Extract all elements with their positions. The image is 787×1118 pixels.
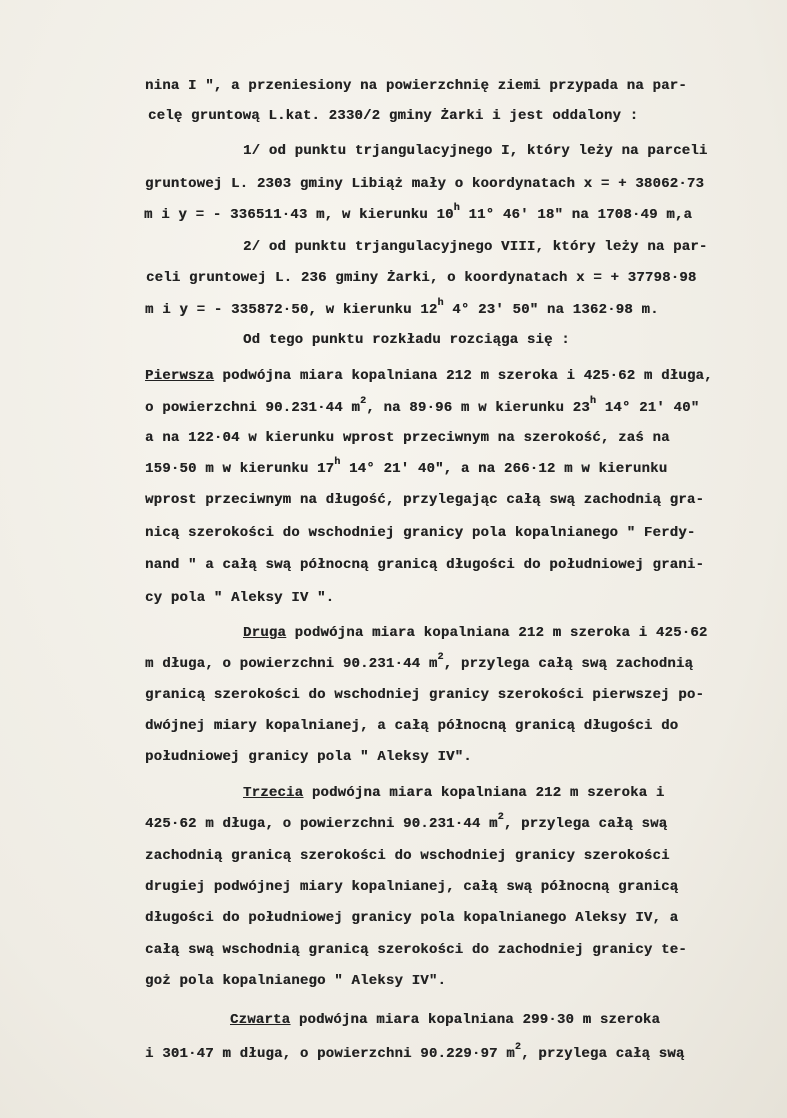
- line-text: drugiej podwójnej miary kopalnianej, całą swą północną granicą: [145, 879, 679, 895]
- text-line: [145, 492, 704, 508]
- text-line: [145, 973, 446, 989]
- text-line: [145, 687, 704, 703]
- text-line: [145, 176, 704, 192]
- text-line: [145, 879, 678, 895]
- line-text: nina I ", a przeniesiony na powierzchnię ziemi przypada na par-: [145, 78, 687, 94]
- line-text: gruntowej L. 2303 gminy Libiąż mały o koordynatach x = + 38062·73: [145, 176, 705, 192]
- section-heading: Pierwsza: [145, 368, 214, 384]
- line-text: m długa, o powierzchni 90.231·44 m: [145, 656, 438, 672]
- line-text: h: [437, 298, 444, 310]
- line-text: zachodnią granicą szerokości do wschodniej granicy szerokości: [145, 848, 670, 864]
- line-text: Od tego punktu rozkładu rozciąga się :: [243, 332, 570, 348]
- text-line: [145, 457, 668, 477]
- line-text: 1/ od punktu trjangulacyjnego I, który leży na parceli: [243, 143, 708, 159]
- line-text: h: [334, 457, 341, 469]
- text-line: [243, 239, 707, 255]
- line-text: 2: [360, 396, 367, 408]
- text-line: [145, 298, 659, 318]
- text-line: [145, 430, 670, 446]
- line-text: podwójna miara kopalniana 212 m szeroka i 425·62 m długa,: [213, 368, 713, 384]
- line-text: podwójna miara kopalniana 299·30 m szeroka: [290, 1012, 661, 1028]
- text-line: [145, 590, 334, 606]
- line-text: h: [453, 203, 460, 215]
- text-line: [145, 1042, 685, 1062]
- line-text: 425·62 m długa, o powierzchni 90.231·44 m: [145, 816, 498, 832]
- line-text: goż pola kopalnianego " Aleksy IV".: [145, 973, 447, 989]
- line-text: m i y = - 335872·50, w kierunku 12: [145, 302, 438, 318]
- line-text: 11° 46' 18" na 1708·49 m,a: [459, 207, 693, 223]
- line-text: cy pola " Aleksy IV ".: [145, 590, 335, 606]
- text-line: [230, 1012, 660, 1028]
- text-line: [145, 78, 687, 94]
- line-text: , przylega całą swą: [503, 816, 668, 832]
- text-line: [243, 785, 664, 801]
- line-text: podwójna miara kopalniana 212 m szeroka i: [303, 785, 665, 801]
- bleed-through-text: [540, 38, 549, 55]
- line-text: 14° 21' 40": [596, 400, 700, 416]
- line-text: o powierzchni 90.231·44 m: [145, 400, 361, 416]
- text-line: [145, 910, 678, 926]
- line-text: 159·50 m w kierunku 17: [145, 461, 335, 477]
- text-line: [145, 749, 472, 765]
- line-text: , przylega całą swą zachodnią: [443, 656, 694, 672]
- line-text: , przylega całą swą: [521, 1046, 685, 1062]
- text-line: [145, 942, 687, 958]
- line-text: 4° 23' 50" na 1362·98 m.: [443, 302, 659, 318]
- line-text: granicą szerokości do wschodniej granicy szerokości pierwszej po-: [145, 687, 705, 703]
- line-text: h: [589, 396, 597, 408]
- text-line: [148, 108, 638, 124]
- text-line: [145, 396, 700, 416]
- line-text: podwójna miara kopalniana 212 m szeroka i 425·62: [286, 625, 708, 641]
- line-text: całą swą wschodnią granicą szerokości do zachodniej granicy te-: [145, 942, 687, 958]
- text-line: [145, 525, 696, 541]
- line-text: i 301·47 m długa, o powierzchni 90.229·97 m: [145, 1046, 515, 1062]
- text-line: [145, 812, 668, 832]
- text-line: [145, 652, 694, 672]
- line-text: dwójnej miary kopalnianej, a całą północną granicą długości do: [145, 718, 679, 734]
- line-text: m i y = - 336511·43 m, w kierunku 10: [144, 207, 454, 223]
- text-line: [243, 625, 707, 641]
- line-text: 2: [437, 652, 444, 664]
- text-line: [145, 718, 678, 734]
- text-line: [243, 332, 570, 348]
- text-line: [145, 848, 670, 864]
- line-text: , na 89·96 m w kierunku 23: [366, 400, 590, 416]
- text-line: [146, 270, 697, 286]
- line-text: południowej granicy pola " Aleksy IV".: [145, 749, 472, 765]
- text-line: [145, 557, 704, 573]
- text-line: [144, 203, 693, 223]
- line-text: 2: [497, 812, 504, 824]
- line-text: nand " a całą swą północną granicą długości do południowej grani-: [145, 557, 705, 573]
- line-text: nicą szerokości do wschodniej granicy pola kopalnianego " Ferdy-: [145, 525, 696, 541]
- line-text: 2: [514, 1042, 522, 1054]
- line-text: celę gruntową L.kat. 2330/2 gminy Żarki i jest oddalony :: [148, 108, 639, 124]
- section-heading: Druga: [243, 625, 287, 641]
- line-text: a na 122·04 w kierunku wprost przeciwnym na szerokość, zaś na: [145, 430, 670, 446]
- text-line: [243, 143, 707, 159]
- line-text: celi gruntowej L. 236 gminy Żarki, o koordynatach x = + 37798·98: [146, 270, 697, 286]
- section-heading: Trzecia: [243, 785, 304, 801]
- line-text: 14° 21' 40", a na 266·12 m w kierunku: [340, 461, 668, 477]
- line-text: 2/ od punktu trjangulacyjnego VIII, który leży na par-: [243, 239, 708, 255]
- line-text: wprost przeciwnym na długość, przylegając całą swą zachodnią gra-: [145, 492, 705, 508]
- text-line: [145, 368, 713, 384]
- line-text: długości do południowej granicy pola kopalnianego Aleksy IV, a: [145, 910, 679, 926]
- section-heading: Czwarta: [230, 1012, 291, 1028]
